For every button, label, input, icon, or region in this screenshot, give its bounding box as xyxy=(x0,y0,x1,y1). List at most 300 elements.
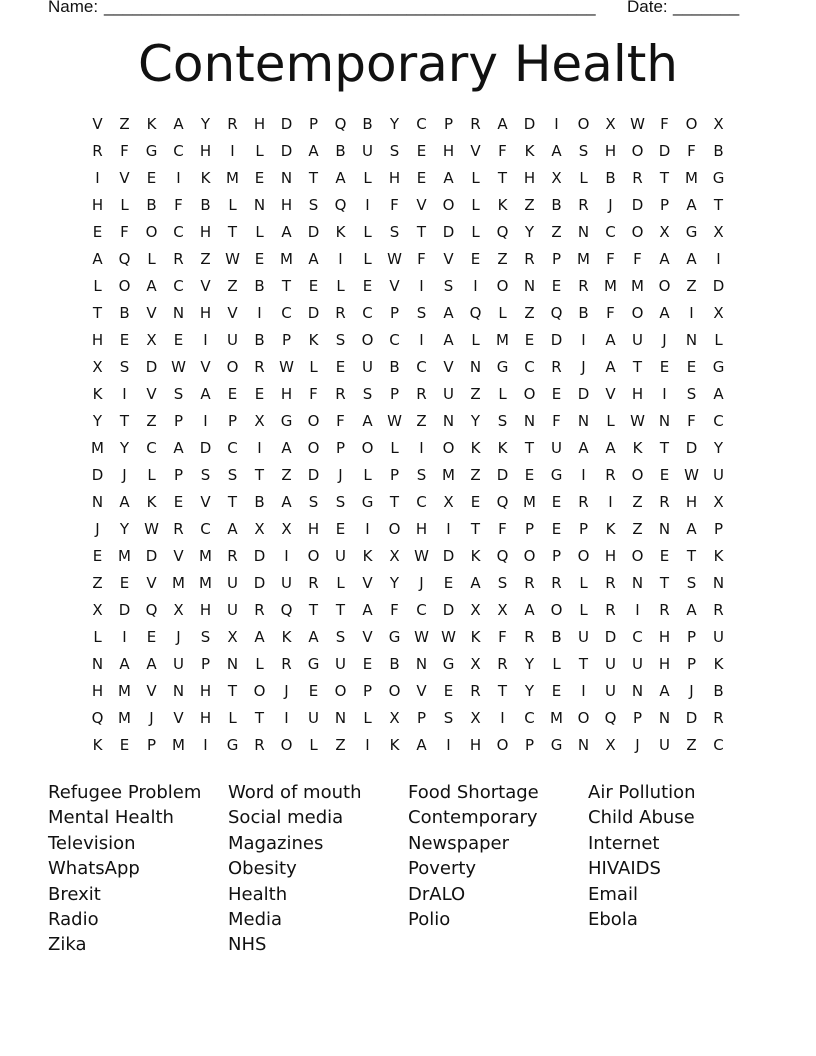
word-column xyxy=(588,780,696,932)
grid-letter: R xyxy=(659,493,670,511)
grid-letter: P xyxy=(578,520,589,538)
grid-letter: A xyxy=(308,628,319,646)
grid-letter: P xyxy=(362,682,373,700)
grid-letter: V xyxy=(146,574,157,592)
grid-letter: I xyxy=(635,601,640,619)
word-column xyxy=(408,780,539,932)
grid-letter: N xyxy=(253,196,266,214)
grid-letter: U xyxy=(173,655,184,673)
grid-letter: U xyxy=(362,142,373,160)
grid-letter: P xyxy=(551,547,562,565)
grid-letter: I xyxy=(122,628,127,646)
grid-row xyxy=(84,357,732,384)
grid-letter: C xyxy=(200,520,211,538)
grid-letter: K xyxy=(200,169,211,187)
grid-letter: F xyxy=(660,115,669,133)
grid-letter: L xyxy=(255,223,264,241)
grid-letter: H xyxy=(442,142,455,160)
grid-letter: O xyxy=(658,277,671,295)
grid-letter: R xyxy=(335,385,346,403)
grid-letter: E xyxy=(551,682,562,700)
grid-letter: L xyxy=(147,466,156,484)
grid-letter: M xyxy=(577,250,590,268)
grid-letter: E xyxy=(227,385,238,403)
grid-letter: P xyxy=(389,304,400,322)
grid-letter: E xyxy=(92,547,103,565)
grid-letter: I xyxy=(581,466,586,484)
grid-letter: L xyxy=(228,709,237,727)
word-bank-item: Polio xyxy=(408,909,451,931)
grid-letter: A xyxy=(254,628,265,646)
grid-letter: F xyxy=(606,250,615,268)
grid-letter: D xyxy=(118,601,131,619)
grid-letter: A xyxy=(200,385,211,403)
grid-letter: E xyxy=(551,520,562,538)
grid-letter: I xyxy=(338,250,343,268)
grid-row xyxy=(84,276,732,303)
grid-letter: E xyxy=(146,169,157,187)
grid-letter: O xyxy=(361,439,374,457)
grid-letter: A xyxy=(281,223,292,241)
grid-letter: T xyxy=(119,412,130,430)
grid-letter: O xyxy=(577,547,590,565)
grid-letter: U xyxy=(335,655,346,673)
grid-letter: U xyxy=(227,601,238,619)
grid-letter: H xyxy=(91,196,104,214)
grid-letter: B xyxy=(362,115,373,133)
grid-letter: Z xyxy=(524,304,535,322)
grid-letter: K xyxy=(713,547,724,565)
grid-letter: C xyxy=(227,439,238,457)
grid-letter: A xyxy=(227,520,238,538)
grid-letter: R xyxy=(713,601,724,619)
grid-letter: Q xyxy=(334,196,347,214)
grid-letter: I xyxy=(122,385,127,403)
grid-letter: M xyxy=(226,169,239,187)
grid-letter: D xyxy=(280,115,293,133)
grid-letter: F xyxy=(552,412,561,430)
word-bank-item: WhatsApp xyxy=(48,858,140,880)
grid-letter: Y xyxy=(389,115,400,133)
grid-letter: E xyxy=(659,466,670,484)
grid-letter: D xyxy=(307,466,320,484)
grid-letter: K xyxy=(470,439,481,457)
grid-letter: P xyxy=(173,412,184,430)
grid-letter: I xyxy=(554,115,559,133)
word-bank-item: Poverty xyxy=(408,858,477,880)
grid-letter: H xyxy=(199,682,212,700)
grid-letter: G xyxy=(496,358,509,376)
grid-letter: S xyxy=(416,304,427,322)
grid-letter: E xyxy=(335,358,346,376)
grid-letter: Z xyxy=(470,385,481,403)
grid-letter: D xyxy=(631,196,644,214)
grid-letter: M xyxy=(604,277,617,295)
grid-letter: Z xyxy=(416,412,427,430)
grid-row xyxy=(84,627,732,654)
grid-letter: B xyxy=(713,142,724,160)
grid-letter: F xyxy=(498,628,507,646)
grid-row xyxy=(84,141,732,168)
grid-letter: P xyxy=(200,655,211,673)
grid-letter: N xyxy=(469,358,482,376)
grid-letter: R xyxy=(578,493,589,511)
grid-letter: C xyxy=(416,601,427,619)
grid-letter: A xyxy=(497,115,508,133)
grid-letter: X xyxy=(551,169,562,187)
word-bank-item: Obesity xyxy=(228,858,297,880)
grid-letter: G xyxy=(361,493,374,511)
grid-letter: S xyxy=(308,196,319,214)
grid-letter: D xyxy=(685,439,698,457)
grid-letter: P xyxy=(524,736,535,754)
grid-letter: M xyxy=(631,277,644,295)
grid-letter: B xyxy=(713,682,724,700)
grid-letter: P xyxy=(389,385,400,403)
grid-letter: Z xyxy=(686,277,697,295)
grid-letter: E xyxy=(362,655,373,673)
grid-letter: P xyxy=(227,412,238,430)
letter-grid xyxy=(84,114,732,762)
grid-letter: F xyxy=(120,223,129,241)
grid-letter: R xyxy=(173,520,184,538)
grid-letter: O xyxy=(685,115,698,133)
grid-letter: Z xyxy=(470,466,481,484)
name-label: Name: xyxy=(48,0,99,16)
grid-letter: Q xyxy=(91,709,104,727)
grid-letter: B xyxy=(200,196,211,214)
grid-letter: N xyxy=(334,709,347,727)
grid-letter: V xyxy=(92,115,103,133)
grid-letter: E xyxy=(551,493,562,511)
grid-letter: C xyxy=(281,304,292,322)
grid-letter: T xyxy=(281,277,292,295)
grid-letter: I xyxy=(689,304,694,322)
grid-letter: N xyxy=(658,412,671,430)
grid-letter: I xyxy=(500,709,505,727)
grid-letter: H xyxy=(604,142,617,160)
grid-letter: X xyxy=(254,520,265,538)
grid-letter: B xyxy=(335,142,346,160)
grid-row xyxy=(84,384,732,411)
grid-letter: E xyxy=(551,385,562,403)
grid-letter: T xyxy=(335,601,346,619)
grid-letter: A xyxy=(308,142,319,160)
grid-letter: K xyxy=(146,115,157,133)
grid-letter: M xyxy=(523,493,536,511)
grid-letter: W xyxy=(279,358,294,376)
grid-letter: T xyxy=(470,520,481,538)
grid-letter: M xyxy=(172,574,185,592)
grid-letter: K xyxy=(632,439,643,457)
grid-row xyxy=(84,519,732,546)
grid-letter: X xyxy=(713,304,724,322)
grid-letter: Y xyxy=(119,520,130,538)
grid-letter: A xyxy=(686,196,697,214)
grid-letter: N xyxy=(631,574,644,592)
grid-letter: P xyxy=(443,115,454,133)
grid-letter: T xyxy=(632,358,643,376)
grid-letter: E xyxy=(308,277,319,295)
grid-letter: D xyxy=(253,547,266,565)
grid-letter: J xyxy=(581,358,586,376)
grid-letter: E xyxy=(308,682,319,700)
grid-letter: T xyxy=(227,493,238,511)
grid-letter: Q xyxy=(496,493,509,511)
grid-row xyxy=(84,249,732,276)
grid-letter: O xyxy=(631,304,644,322)
grid-letter: I xyxy=(419,439,424,457)
grid-letter: I xyxy=(203,412,208,430)
grid-letter: X xyxy=(659,223,670,241)
grid-letter: H xyxy=(658,628,671,646)
grid-letter: F xyxy=(390,601,399,619)
grid-letter: D xyxy=(280,142,293,160)
grid-letter: S xyxy=(362,385,373,403)
grid-letter: U xyxy=(227,574,238,592)
grid-letter: W xyxy=(144,520,159,538)
grid-letter: L xyxy=(120,196,129,214)
grid-letter: V xyxy=(200,493,211,511)
grid-letter: V xyxy=(443,358,454,376)
grid-letter: X xyxy=(389,709,400,727)
grid-letter: H xyxy=(91,682,104,700)
grid-letter: I xyxy=(581,331,586,349)
grid-letter: P xyxy=(632,709,643,727)
grid-letter: J xyxy=(338,466,343,484)
grid-letter: X xyxy=(281,520,292,538)
grid-letter: E xyxy=(659,547,670,565)
grid-letter: M xyxy=(199,547,212,565)
grid-letter: L xyxy=(363,709,372,727)
grid-row xyxy=(84,708,732,735)
grid-letter: B xyxy=(119,304,130,322)
grid-row xyxy=(84,492,732,519)
grid-letter: H xyxy=(91,331,104,349)
grid-letter: Z xyxy=(632,493,643,511)
grid-letter: D xyxy=(145,547,158,565)
grid-letter: I xyxy=(257,439,262,457)
grid-letter: E xyxy=(254,385,265,403)
grid-letter: A xyxy=(281,493,292,511)
grid-letter: C xyxy=(524,358,535,376)
grid-letter: A xyxy=(686,601,697,619)
grid-letter: I xyxy=(419,331,424,349)
grid-letter: D xyxy=(442,223,455,241)
grid-letter: V xyxy=(173,547,184,565)
grid-letter: R xyxy=(470,115,481,133)
grid-letter: R xyxy=(659,601,670,619)
grid-letter: O xyxy=(307,439,320,457)
grid-letter: A xyxy=(578,439,589,457)
grid-letter: Z xyxy=(686,736,697,754)
grid-letter: A xyxy=(146,655,157,673)
grid-letter: L xyxy=(363,223,372,241)
grid-letter: N xyxy=(685,331,698,349)
grid-letter: O xyxy=(388,682,401,700)
grid-letter: P xyxy=(713,520,724,538)
grid-letter: I xyxy=(365,736,370,754)
grid-letter: E xyxy=(254,169,265,187)
word-bank-item: Zika xyxy=(48,934,87,956)
grid-letter: D xyxy=(577,385,590,403)
grid-letter: T xyxy=(578,655,589,673)
grid-letter: G xyxy=(712,169,725,187)
grid-letter: L xyxy=(471,223,480,241)
grid-letter: B xyxy=(254,331,265,349)
grid-letter: Z xyxy=(551,223,562,241)
grid-letter: E xyxy=(524,331,535,349)
grid-letter: K xyxy=(308,331,319,349)
grid-letter: T xyxy=(713,196,724,214)
grid-letter: I xyxy=(716,250,721,268)
grid-letter: R xyxy=(227,115,238,133)
grid-letter: W xyxy=(684,466,699,484)
grid-letter: V xyxy=(416,196,427,214)
grid-letter: X xyxy=(254,412,265,430)
word-bank-item: Health xyxy=(228,883,288,905)
grid-letter: H xyxy=(280,385,293,403)
grid-letter: D xyxy=(307,223,320,241)
grid-letter: V xyxy=(200,277,211,295)
grid-letter: Y xyxy=(389,574,400,592)
grid-letter: R xyxy=(254,601,265,619)
grid-letter: C xyxy=(416,493,427,511)
grid-letter: Z xyxy=(335,736,346,754)
word-bank-item: Contemporary xyxy=(408,807,538,829)
grid-letter: G xyxy=(550,736,563,754)
grid-letter: U xyxy=(659,736,670,754)
grid-letter: L xyxy=(390,439,399,457)
word-bank-item: Radio xyxy=(48,909,99,931)
grid-letter: J xyxy=(149,709,154,727)
grid-letter: W xyxy=(414,628,429,646)
grid-letter: A xyxy=(659,250,670,268)
grid-letter: T xyxy=(308,601,319,619)
grid-letter: H xyxy=(199,304,212,322)
grid-letter: R xyxy=(605,574,616,592)
word-column xyxy=(228,780,361,958)
grid-letter: E xyxy=(173,493,184,511)
grid-letter: H xyxy=(658,655,671,673)
grid-letter: V xyxy=(227,304,238,322)
grid-letter: S xyxy=(686,385,697,403)
grid-letter: L xyxy=(363,250,372,268)
grid-letter: F xyxy=(174,196,183,214)
grid-letter: R xyxy=(632,169,643,187)
grid-letter: C xyxy=(362,304,373,322)
grid-letter: W xyxy=(225,250,240,268)
grid-letter: E xyxy=(416,169,427,187)
grid-letter: R xyxy=(173,250,184,268)
grid-letter: V xyxy=(119,169,130,187)
grid-letter: R xyxy=(497,655,508,673)
grid-letter: L xyxy=(309,736,318,754)
grid-letter: Q xyxy=(469,304,482,322)
grid-row xyxy=(84,573,732,600)
grid-letter: U xyxy=(227,331,238,349)
grid-letter: D xyxy=(199,439,212,457)
grid-letter: L xyxy=(363,466,372,484)
grid-letter: E xyxy=(416,142,427,160)
grid-letter: X xyxy=(443,493,454,511)
grid-letter: X xyxy=(497,601,508,619)
grid-letter: A xyxy=(524,601,535,619)
grid-letter: U xyxy=(605,682,616,700)
grid-letter: C xyxy=(632,628,643,646)
grid-letter: P xyxy=(281,331,292,349)
grid-letter: J xyxy=(689,682,694,700)
grid-letter: Q xyxy=(280,601,293,619)
grid-letter: T xyxy=(227,682,238,700)
grid-letter: F xyxy=(390,196,399,214)
grid-letter: Y xyxy=(524,223,535,241)
grid-letter: T xyxy=(254,709,265,727)
name-field-line[interactable]: ____________________________________________________ xyxy=(104,0,596,16)
grid-letter: I xyxy=(581,682,586,700)
grid-letter: K xyxy=(605,520,616,538)
grid-letter: T xyxy=(659,169,670,187)
grid-letter: H xyxy=(631,385,644,403)
grid-letter: B xyxy=(389,655,400,673)
grid-letter: F xyxy=(498,520,507,538)
grid-letter: R xyxy=(308,574,319,592)
grid-letter: Z xyxy=(119,115,130,133)
grid-letter: E xyxy=(443,682,454,700)
grid-letter: H xyxy=(388,169,401,187)
grid-letter: M xyxy=(91,439,104,457)
grid-letter: S xyxy=(308,493,319,511)
grid-letter: U xyxy=(605,655,616,673)
grid-letter: R xyxy=(524,628,535,646)
grid-letter: O xyxy=(442,439,455,457)
grid-letter: D xyxy=(496,466,509,484)
grid-letter: S xyxy=(173,385,184,403)
grid-letter: P xyxy=(686,628,697,646)
grid-letter: P xyxy=(416,709,427,727)
grid-letter: O xyxy=(118,277,131,295)
grid-letter: N xyxy=(577,412,590,430)
grid-letter: Q xyxy=(550,304,563,322)
grid-letter: L xyxy=(606,412,615,430)
grid-letter: D xyxy=(442,547,455,565)
grid-letter: Z xyxy=(227,277,238,295)
grid-letter: E xyxy=(551,277,562,295)
grid-letter: U xyxy=(713,628,724,646)
grid-letter: A xyxy=(443,331,454,349)
grid-letter: I xyxy=(446,736,451,754)
grid-letter: N xyxy=(91,493,104,511)
grid-letter: K xyxy=(146,493,157,511)
grid-letter: K xyxy=(524,142,535,160)
grid-letter: R xyxy=(281,655,292,673)
grid-letter: A xyxy=(173,115,184,133)
grid-letter: S xyxy=(200,628,211,646)
grid-letter: R xyxy=(713,709,724,727)
grid-letter: V xyxy=(470,142,481,160)
date-field-line[interactable]: _______ xyxy=(673,0,740,16)
word-bank-item: Television xyxy=(48,832,136,854)
grid-letter: I xyxy=(257,304,262,322)
grid-letter: O xyxy=(253,682,266,700)
grid-letter: Y xyxy=(713,439,724,457)
grid-letter: I xyxy=(446,520,451,538)
grid-letter: G xyxy=(442,655,455,673)
grid-letter: N xyxy=(91,655,104,673)
grid-letter: S xyxy=(416,466,427,484)
grid-letter: I xyxy=(230,142,235,160)
grid-letter: L xyxy=(93,628,102,646)
